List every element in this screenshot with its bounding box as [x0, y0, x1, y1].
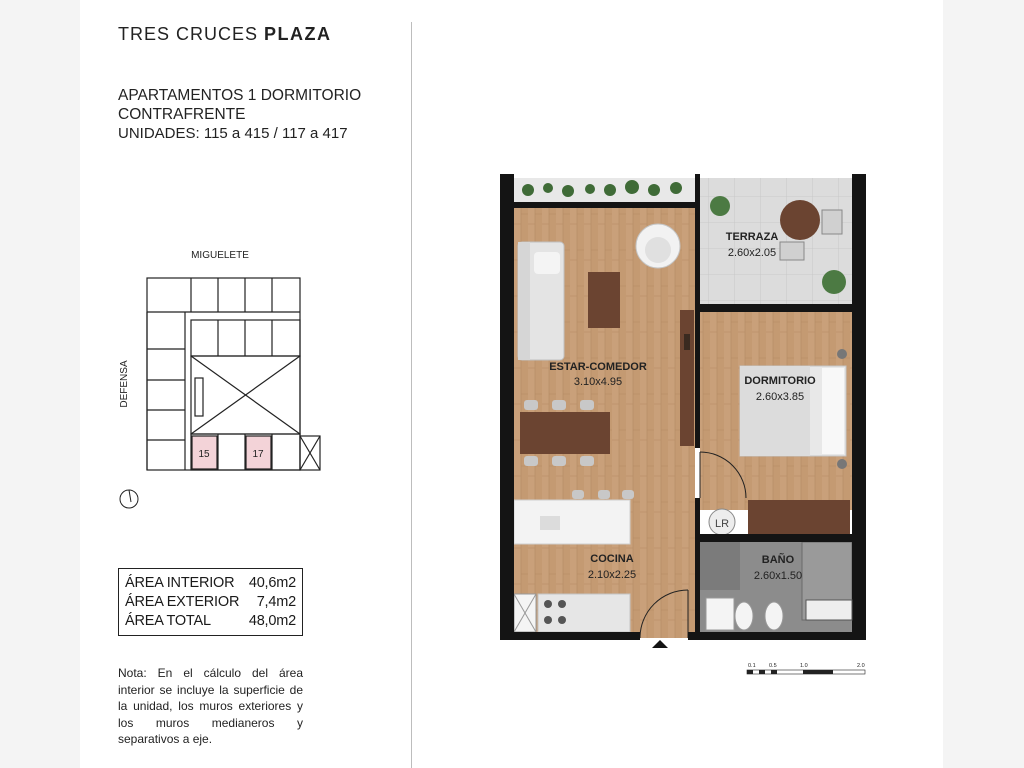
room-kitchen-name: COCINA [590, 553, 634, 565]
entry-arrow-icon [652, 640, 668, 648]
scale-tick-05: 0.5 [769, 663, 777, 669]
bed-icon [740, 349, 847, 469]
unit-title [118, 86, 361, 143]
room-kitchen-size: 2.10x2.25 [587, 569, 637, 581]
building-outline [147, 278, 320, 470]
unit-title-line2: CONTRAFRENTE [118, 106, 246, 123]
room-bath-name: BAÑO [761, 554, 795, 566]
armchair-icon [636, 224, 680, 268]
scale-tick-10: 1.0 [800, 663, 808, 669]
area-interior-row [125, 574, 296, 593]
room-bath-size: 2.60x1.50 [753, 570, 803, 582]
tv-cabinet [680, 310, 694, 446]
unit-17-label: 17 [252, 449, 264, 460]
key-plan [110, 240, 340, 520]
area-interior-label: ÁREA INTERIOR [125, 575, 235, 591]
area-total-row [125, 612, 296, 631]
area-exterior-value: 7,4m2 [256, 594, 296, 610]
coffee-table [588, 272, 620, 328]
room-bedroom-size: 2.60x3.85 [755, 391, 805, 403]
scale-tick-20: 2.0 [857, 663, 865, 669]
north-arrow-icon [120, 490, 138, 508]
street-left-label: DEFENSA [119, 360, 130, 408]
kitchen-counter [514, 594, 630, 632]
brand-bold: PLAZA [264, 24, 332, 44]
unit-title-line1: APARTAMENTOS 1 DORMITORIO [118, 87, 362, 104]
room-living-size: 3.10x4.95 [573, 376, 623, 388]
laundry-label: LR [714, 518, 730, 530]
scale-tick-01: 0.1 [748, 663, 756, 669]
column-divider [411, 22, 412, 768]
street-top-label: MIGUELETE [191, 250, 249, 261]
area-total-label: ÁREA TOTAL [125, 613, 211, 629]
area-interior-value: 40,6m2 [248, 575, 296, 591]
room-terrace-size: 2.60x2.05 [727, 247, 777, 259]
unit-15-label: 15 [198, 449, 210, 460]
room-terrace-name: TERRAZA [725, 231, 779, 243]
brand-regular: TRES CRUCES [118, 24, 259, 44]
bath-wet-area [700, 542, 740, 590]
area-exterior-label: ÁREA EXTERIOR [125, 594, 240, 610]
area-total-value: 48,0m2 [248, 613, 296, 629]
sofa-icon [518, 242, 564, 360]
room-bedroom-name: DORMITORIO [744, 375, 816, 387]
floor-plan [500, 170, 866, 650]
area-note: Nota: En el cálculo del área interior se incluye la superficie de la unidad, los muros exteriores y los muros medianeros y separativos a eje. [118, 666, 303, 746]
brand-logo [118, 24, 332, 45]
unit-numbers: UNIDADES: 115 a 415 / 117 a 417 [118, 125, 348, 142]
wardrobe [748, 500, 850, 534]
scale-bar [745, 660, 867, 680]
room-living-name: ESTAR-COMEDOR [549, 361, 647, 373]
area-summary [118, 568, 303, 636]
area-exterior-row [125, 593, 296, 612]
